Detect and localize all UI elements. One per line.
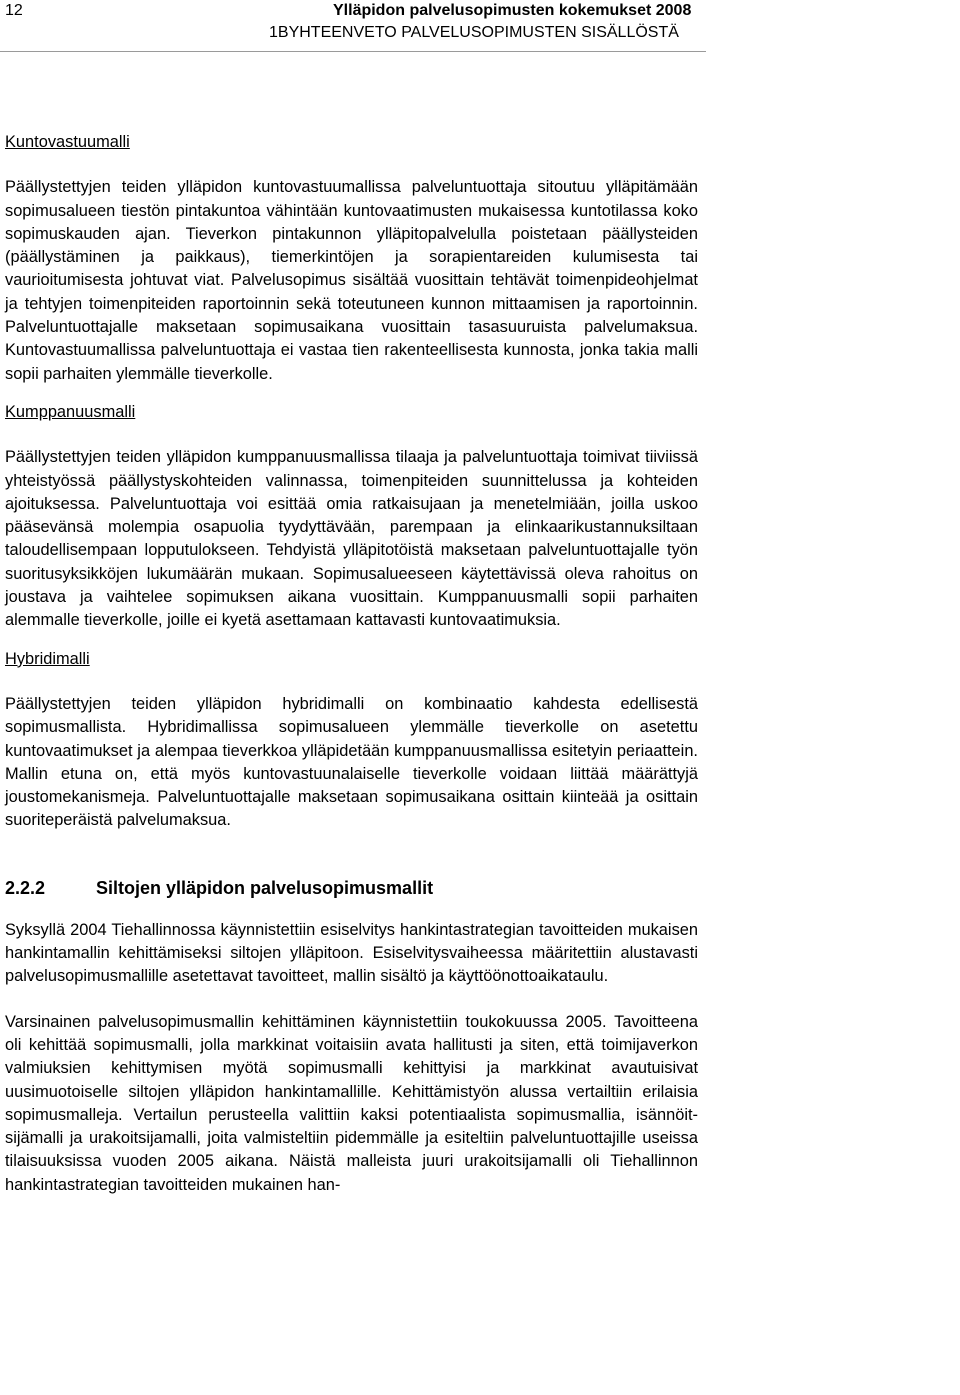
page-number: 12 (5, 2, 23, 19)
body-paragraph: Päällystettyjen teiden ylläpidon kuntovastuumallissa palveluntuottaja sitoutuu ylläpitämään sopimusalueen tiestön pintakuntoa vähintään kuntovaatimusten mukaisessa kuntotilassa koko sopimuskauden ajan. Tieverkon pintakunnon ylläpitopalvelulla poistetaan päällysteiden (päällystäminen ja paikkaus), tiemerkintöjen ja sorapientareiden kulumisesta tai vaurioitumisesta johtuvat viat. Palvelusopimus sisältää vuosittain tehtävät toimenpideohjelmat ja tehtyjen toimenpiteiden raportoinnin sekä toteutuneen kunnon mittaamisen ja raportoinnin. Palveluntuottajalle maksetaan sopimusaikana vuosittain tasasuuruista palvelumaksua. Kuntovastuumallissa palveluntuottaja ei vastaa tien rakenteellisesta kunnosta, jonka takia malli sopii parhaiten ylemmälle tieverkolle. (5, 178, 698, 383)
chapter-title: Siltojen ylläpidon palvelusopimusmallit (96, 877, 434, 898)
body-paragraph: Varsinainen palvelusopimusmallin kehittäminen käynnistettiin toukokuussa 2005. Tavoitteena oli kehittää sopimusmalli, jolla markkinat voitaisiin avata hallitusti ja siten, että toimijaverkon valmiuksien kehittymisen myötä sopimusmalli kehittyisi ja markkinat avautuisivat uusimuotoiselle siltojen ylläpidon hankintamallille. Kehittämistyön alussa vertailtiin erilaisia sopimusmalleja. Vertailun perusteella valittiin kaksi potentiaalista sopimusmallia, isännöitsijämalli ja urakoitsijamalli, joita valmisteltiin pidemmälle ja esiteltiin palveluntuottajille useissa tilaisuuksissa vuoden 2005 aikana. Näistä malleista juuri urakoitsijamalli oli Tiehallinnon hankintastrategian tavoitteiden mukainen han- (5, 1012, 698, 1194)
subheading: Kuntovastuumalli (5, 133, 130, 151)
body-paragraph: Päällystettyjen teiden ylläpidon hybridimalli on kombinaatio kahdesta edellisestä sopimusmallista. Hybridimallissa sopimusalueen ylemmälle tieverkolle on asetettu kuntovaatimukset ja alempaa tieverkkoa ylläpidetään kumppanuusmallissa esitetyin periaattein. Mallin etuna on, että myös kuntovastuunalaiselle tieverkolle voidaan liittää määrättyjä joustomekanismeja. Palveluntuottajalle maksetaan sopimusaikana osittain kiinteää ja osittain suoriteperäistä palvelumaksua. (5, 694, 698, 830)
section-hybridimalli (5, 648, 698, 833)
running-title: Ylläpidon palvelusopimusten kokemukset 2008 (333, 2, 692, 19)
section-kuntovastuumalli (5, 131, 698, 386)
chapter-heading (5, 876, 698, 900)
body-paragraph: Päällystettyjen teiden ylläpidon kumppanuusmallissa tilaaja ja palveluntuottaja toimivat tiiviissä yhteistyössä päällystyskohteiden valinnassa, toimenpiteiden suunnittelussa ja kohteiden ajoituksessa. Palveluntuottaja voi esittää omia ratkaisujaan ja menetelmiään, joilla uskoo pääsevänsä molempia osapuolia tyydyttävään, parempaan ja elinkaarikustannuksiltaan taloudellisempaan lopputulokseen. Tehdyistä ylläpitotöistä maksetaan palveluntuottajalle työn suoritusyksikköjen lukumäärän mukaan. Sopimusalueeseen käytettävissä oleva rahoitus on joustava ja vaihtelee sopimuksen aikana vuosittain. Kumppanuusmalli sopii parhaiten alemmalle tieverkolle, joille ei kyetä asettamaan kattavasti kuntovaatimuksia. (5, 448, 698, 630)
subheading: Hybridimalli (5, 649, 90, 668)
running-subtitle: 1BYHTEENVETO PALVELUSOPIMUSTEN SISÄLLÖSTÄ (269, 24, 679, 41)
chapter-number: 2.2.2 (5, 877, 46, 898)
document-body (5, 131, 698, 1197)
page-header (0, 0, 960, 52)
section-kumppanuusmalli (5, 401, 698, 633)
subheading: Kumppanuusmalli (5, 402, 136, 421)
body-paragraph: Syksyllä 2004 Tiehallinnossa käynnistettiin esiselvitys hankintastrategian tavoitteiden mukaisen hankintamallin kehittämiseksi siltojen ylläpitoon. Esiselvitysvaiheessa määritettiin alustavasti palvelusopimusmallille asetettavat tavoitteet, mallin sisältö ja käyttöönottoaikataulu. (5, 920, 698, 986)
header-divider (0, 51, 706, 52)
